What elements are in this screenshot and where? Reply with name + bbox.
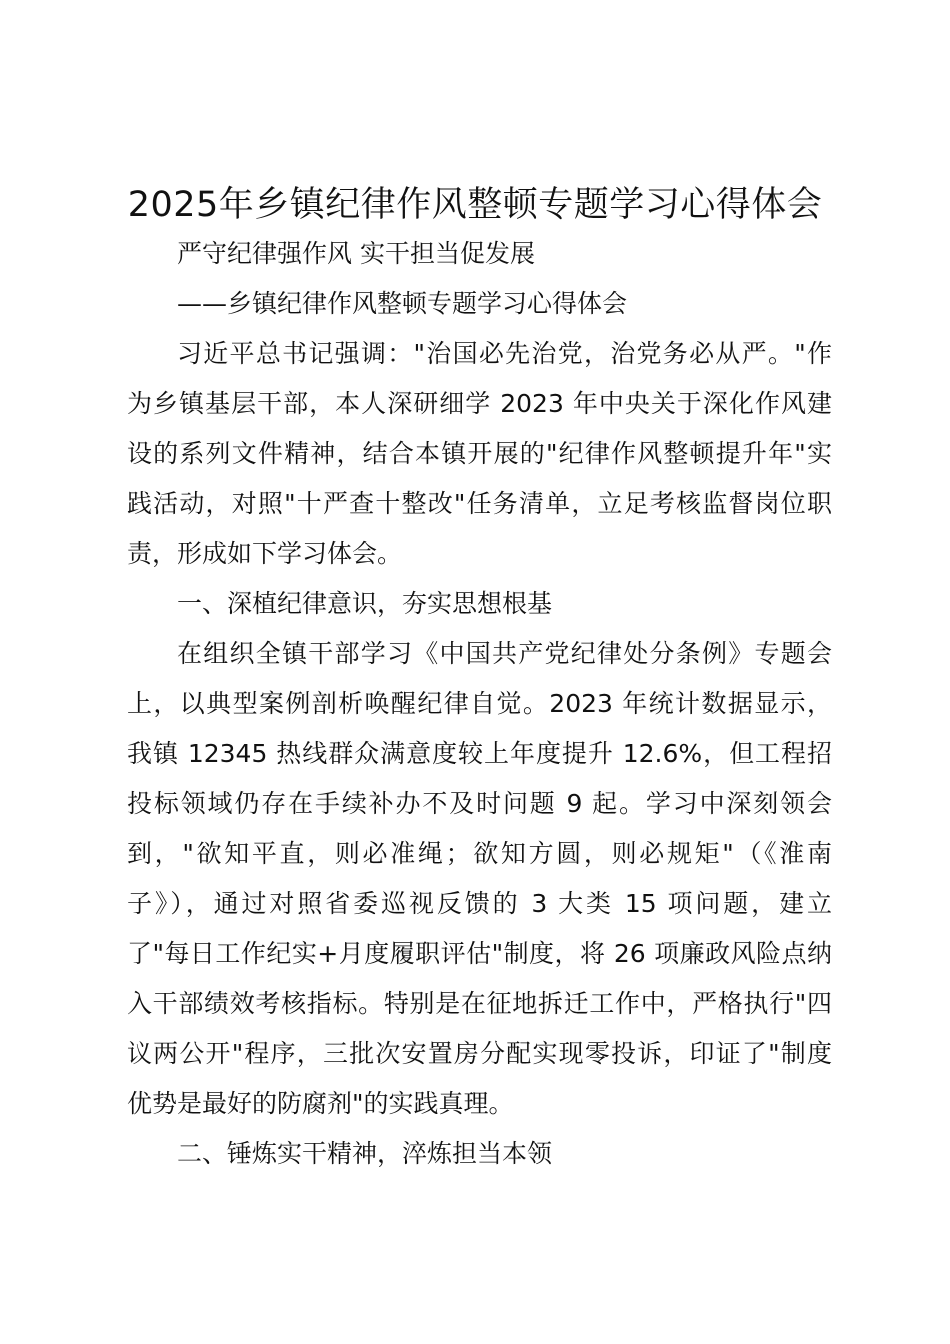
intro-line-3: 设的系列文件精神，结合本镇开展的"纪律作风整顿提升年"实 [127,439,832,468]
section-1-line-3: 我镇 12345 热线群众满意度较上年度提升 12.6%，但工程招 [127,739,832,768]
section-1-line-9: 议两公开"程序，三批次安置房分配实现零投诉，印证了"制度 [127,1039,832,1068]
intro-line-1: 习近平总书记强调："治国必先治党，治党务必从严。"作 [177,339,832,368]
section-1-line-2: 上，以典型案例剖析唤醒纪律自觉。2023 年统计数据显示， [127,689,832,718]
section-1-line-4: 投标领域仍存在手续补办不及时问题 9 起。学习中深刻领会 [127,789,832,818]
subtitle: 严守纪律强作风 实干担当促发展 [177,239,535,268]
intro-line-5: 责，形成如下学习体会。 [127,539,403,568]
section-1-heading: 一、深植纪律意识，夯实思想根基 [177,589,553,618]
intro-line-2: 为乡镇基层干部，本人深研细学 2023 年中央关于深化作风建 [127,389,832,418]
section-1-line-10: 优势是最好的防腐剂"的实践真理。 [127,1089,514,1118]
subtitle-dash-line: ——乡镇纪律作风整顿专题学习心得体会 [177,289,628,318]
section-2-heading: 二、锤炼实干精神，淬炼担当本领 [177,1139,553,1168]
document-title: 2025年乡镇纪律作风整顿专题学习心得体会 [127,185,823,225]
section-1-line-6: 子》），通过对照省委巡视反馈的 3 大类 15 项问题，建立 [127,889,832,918]
intro-line-4: 践活动，对照"十严查十整改"任务清单，立足考核监督岗位职 [127,489,832,518]
section-1-line-1: 在组织全镇干部学习《中国共产党纪律处分条例》专题会 [177,639,832,668]
section-1-line-8: 入干部绩效考核指标。特别是在征地拆迁工作中，严格执行"四 [127,989,832,1018]
section-1-line-7: 了"每日工作纪实+月度履职评估"制度，将 26 项廉政风险点纳 [127,939,832,968]
section-1-line-5: 到，"欲知平直，则必准绳；欲知方圆，则必规矩"（《淮南 [127,839,832,868]
